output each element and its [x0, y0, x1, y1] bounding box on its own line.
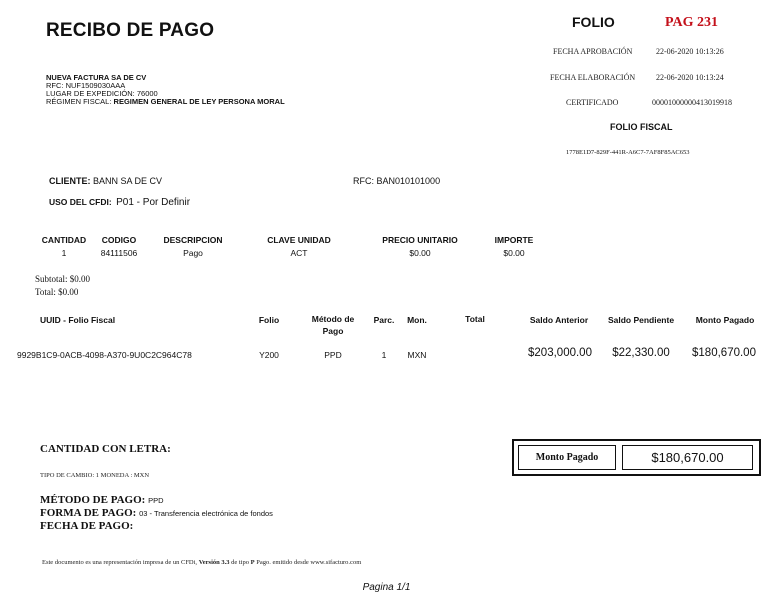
- monto-pagado-value-box: [622, 445, 753, 470]
- payments-cell-metodo: PPD: [324, 350, 342, 360]
- footer-note: [42, 559, 361, 566]
- concepts-cell-precio: $0.00: [409, 248, 431, 258]
- concepts-cell-codigo: 84111506: [100, 248, 138, 258]
- issuer-name: NUEVA FACTURA SA DE CV: [46, 73, 147, 82]
- footer-note-type: P: [250, 559, 255, 566]
- footer-note-version: Versión 3.3: [198, 559, 230, 566]
- payments-header-total: Total: [465, 314, 485, 324]
- issuer-lugar: LUGAR DE EXPEDICIÓN: 76000: [46, 89, 158, 98]
- cliente-label: CLIENTE:: [49, 176, 91, 186]
- concepts-header-importe: IMPORTE: [494, 235, 534, 245]
- concepts-cell-cantidad: 1: [61, 248, 67, 258]
- monto-pagado-label: Monto Pagado: [535, 452, 599, 463]
- regimen-value: REGIMEN GENERAL DE LEY PERSONA MORAL: [113, 97, 285, 106]
- footer-note-pre: Este documento es una representación impresa de un CFDi,: [42, 559, 198, 566]
- payments-header-mon: Mon.: [407, 315, 427, 325]
- metodo-pago-label: MÉTODO DE PAGO:: [40, 494, 146, 506]
- folio-fiscal-value: 1778E1D7-829F-441R-A6C7-7AF8F85AC653: [566, 149, 690, 156]
- client-rfc-value: BAN010101000: [376, 176, 441, 186]
- payments-cell-mon: MXN: [407, 350, 427, 360]
- uso-cfdi-line: [49, 192, 190, 210]
- metodo-pago-line: [40, 494, 164, 506]
- issuer-rfc: RFC: NUF1509030AAA: [46, 81, 126, 90]
- concepts-cell-descripcion: Pago: [183, 248, 203, 258]
- concepts-header-codigo: CODIGO: [101, 235, 137, 245]
- fecha-aprobacion-label: FECHA APROBACIÓN: [553, 47, 633, 56]
- payments-header-uuid: UUID - Folio Fiscal: [40, 315, 116, 325]
- fecha-aprobacion-value: 22-06-2020 10:13:26: [656, 47, 724, 56]
- concepts-header-cantidad: CANTIDAD: [41, 235, 87, 245]
- folio-fiscal-label: FOLIO FISCAL: [610, 122, 673, 132]
- payments-cell-folio: Y200: [259, 350, 279, 360]
- payments-cell-monto-pagado: $180,670.00: [692, 347, 756, 359]
- monto-pagado-value: $180,670.00: [651, 450, 724, 465]
- payments-header-saldo-pendiente: Saldo Pendiente: [607, 315, 675, 325]
- payments-cell-saldo-anterior: $203,000.00: [528, 347, 592, 359]
- payments-header-metodo: Método de Pago: [311, 314, 355, 336]
- client-rfc-line: [353, 176, 440, 186]
- total: Total: $0.00: [35, 287, 79, 297]
- payments-header-monto-pagado: Monto Pagado: [695, 315, 755, 325]
- concepts-cell-clave-unidad: ACT: [290, 248, 308, 258]
- footer-note-post: Pago. emitido desde www.sifacturo.com: [256, 559, 362, 566]
- tipo-de-cambio: TIPO DE CAMBIO: 1 MONEDA : MXN: [40, 472, 150, 479]
- monto-pagado-box: [512, 439, 761, 476]
- issuer-regimen: [46, 98, 285, 106]
- concepts-cell-importe: $0.00: [503, 248, 525, 258]
- metodo-pago-value: PPD: [148, 496, 164, 505]
- client-rfc-label: RFC:: [353, 176, 374, 186]
- payments-header-saldo-anterior: Saldo Anterior: [529, 315, 589, 325]
- forma-pago-value: 03 - Transferencia electrónica de fondos: [139, 509, 273, 518]
- monto-pagado-label-box: [518, 445, 616, 470]
- payments-cell-parc: 1: [381, 350, 387, 360]
- payments-header-folio: Folio: [258, 315, 280, 325]
- regimen-label: RÉGIMEN FISCAL:: [46, 97, 112, 106]
- subtotal: Subtotal: $0.00: [35, 274, 91, 284]
- payments-cell-saldo-pendiente: $22,330.00: [612, 347, 670, 359]
- page-number: Pagina 1/1: [362, 582, 411, 593]
- cantidad-con-letra-label: CANTIDAD CON LETRA:: [40, 443, 171, 455]
- document-title: RECIBO DE PAGO: [46, 20, 215, 41]
- fecha-pago-label: FECHA DE PAGO:: [40, 520, 134, 532]
- payments-cell-uuid: 9929B1C9-0ACB-4098-A370-9U0C2C964C78: [17, 350, 192, 360]
- concepts-header-clave-unidad: CLAVE UNIDAD: [267, 235, 331, 245]
- concepts-header-descripcion: DESCRIPCION: [163, 235, 223, 245]
- forma-pago-line: [40, 507, 273, 519]
- cliente-value: BANN SA DE CV: [93, 176, 163, 186]
- footer-note-mid: de tipo: [231, 559, 250, 566]
- fecha-elaboracion-value: 22-06-2020 10:13:24: [656, 73, 724, 82]
- payments-header-parc: Parc.: [373, 315, 395, 325]
- forma-pago-label: FORMA DE PAGO:: [40, 507, 137, 519]
- folio-number: PAG 231: [665, 15, 719, 30]
- cliente-line: [49, 176, 162, 186]
- fecha-elaboracion-label: FECHA ELABORACIÓN: [550, 73, 636, 82]
- certificado-value: 00001000000413019918: [652, 98, 732, 107]
- uso-cfdi-value: P01 - Por Definir: [116, 197, 191, 208]
- folio-label: FOLIO: [572, 14, 615, 30]
- concepts-header-precio: PRECIO UNITARIO: [382, 235, 458, 245]
- certificado-label: CERTIFICADO: [566, 98, 619, 107]
- uso-cfdi-label: USO DEL CFDI:: [49, 197, 112, 207]
